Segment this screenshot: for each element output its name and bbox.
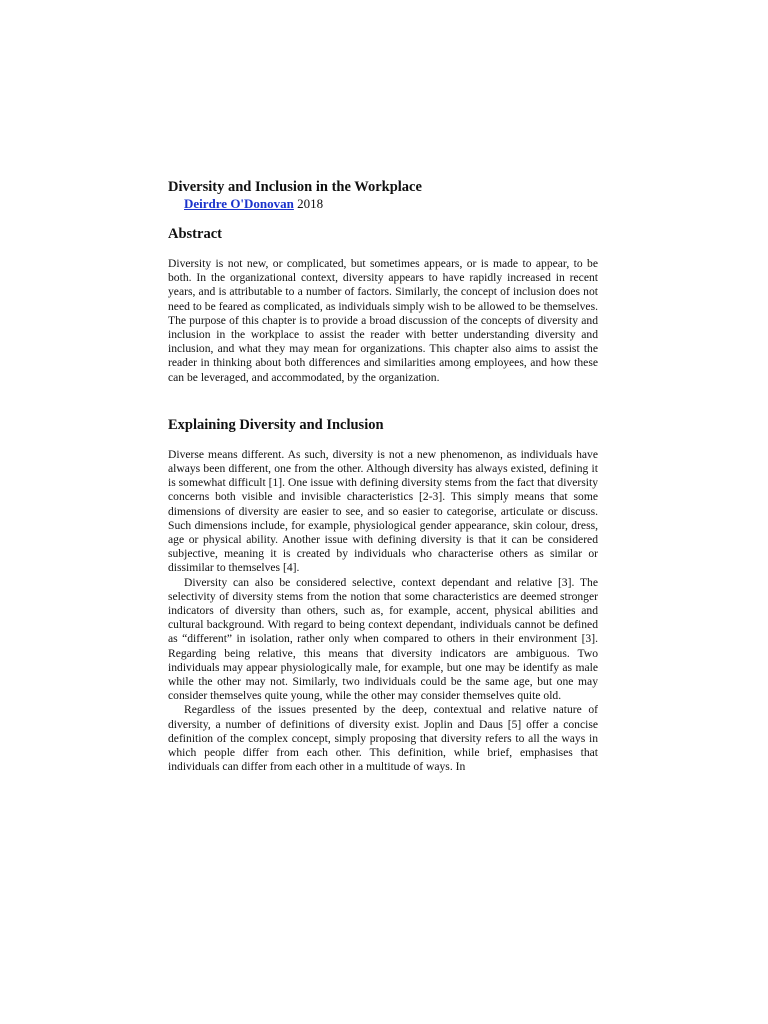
body-paragraph-3: Regardless of the issues presented by the deep, contextual and relative nature of diversity, a number of definitions of diversity exist. Joplin and Daus [5] offer a concise definition of the complex concept, simply proposing that diversity refers to all the ways in which people differ from each other. This definition, while brief, emphasises that individuals can differ from each other in a multitude of ways. In (168, 703, 598, 774)
byline (184, 196, 598, 212)
author-link[interactable]: Deirdre O'Donovan (184, 196, 294, 211)
section-heading: Explaining Diversity and Inclusion (168, 416, 384, 433)
document-title: Diversity and Inclusion in the Workplace (168, 179, 422, 195)
body-paragraph-1: Diverse means different. As such, diversity is not a new phenomenon, as individuals have always been different, one from the other. Although diversity has always existed, defining it is somewhat difficult [1]. One issue with defining diversity stems from the fact that diversity concerns both visible and invisible characteristics [2-3]. This simply means that some dimensions of diversity are easier to see, and so easier to categorise, articulate or discuss. Such dimensions include, for example, physiological gender appearance, skin colour, dress, age or physical ability. Another issue with defining diversity is that it can be considered subjective, meaning it is created by individuals who characterise others as similar or dissimilar to themselves [4]. (168, 447, 598, 575)
publication-year: 2018 (297, 196, 324, 211)
abstract-text: Diversity is not new, or complicated, but sometimes appears, or is made to appear, to be both. In the organizational context, diversity appears to have rapidly increased in recent years, and is attributable to a number of factors. Similarly, the concept of inclusion does not need to be feared as complicated, as individuals simply wish to be allowed to be themselves. The purpose of this chapter is to provide a broad discussion of the concepts of diversity and inclusion in the workplace to assist the reader with better understanding diversity and inclusion, and what they may mean for organizations. This chapter also aims to assist the reader in thinking about both differences and similarities among employees, and how these can be leveraged, and accommodated, by the organization. (168, 257, 598, 384)
page-content (168, 178, 598, 775)
body-paragraph-2: Diversity can also be considered selective, context dependant and relative [3]. The selectivity of diversity stems from the notion that some characteristics are deemed stronger indicators of diversity than others, such as, for example, accent, physical abilities and cultural background. With regard to being context dependant, individuals cannot be defined as “different” in isolation, rather only when compared to others in their environment [3]. Regarding being relative, this means that diversity indicators are ambiguous. Two individuals may appear physiologically male, for example, but one may be identify as male while the other may not. Similarly, two individuals could be the same age, but one may consider themselves quite young, while the other may consider themselves quite old. (168, 575, 598, 703)
abstract-heading: Abstract (168, 226, 222, 242)
